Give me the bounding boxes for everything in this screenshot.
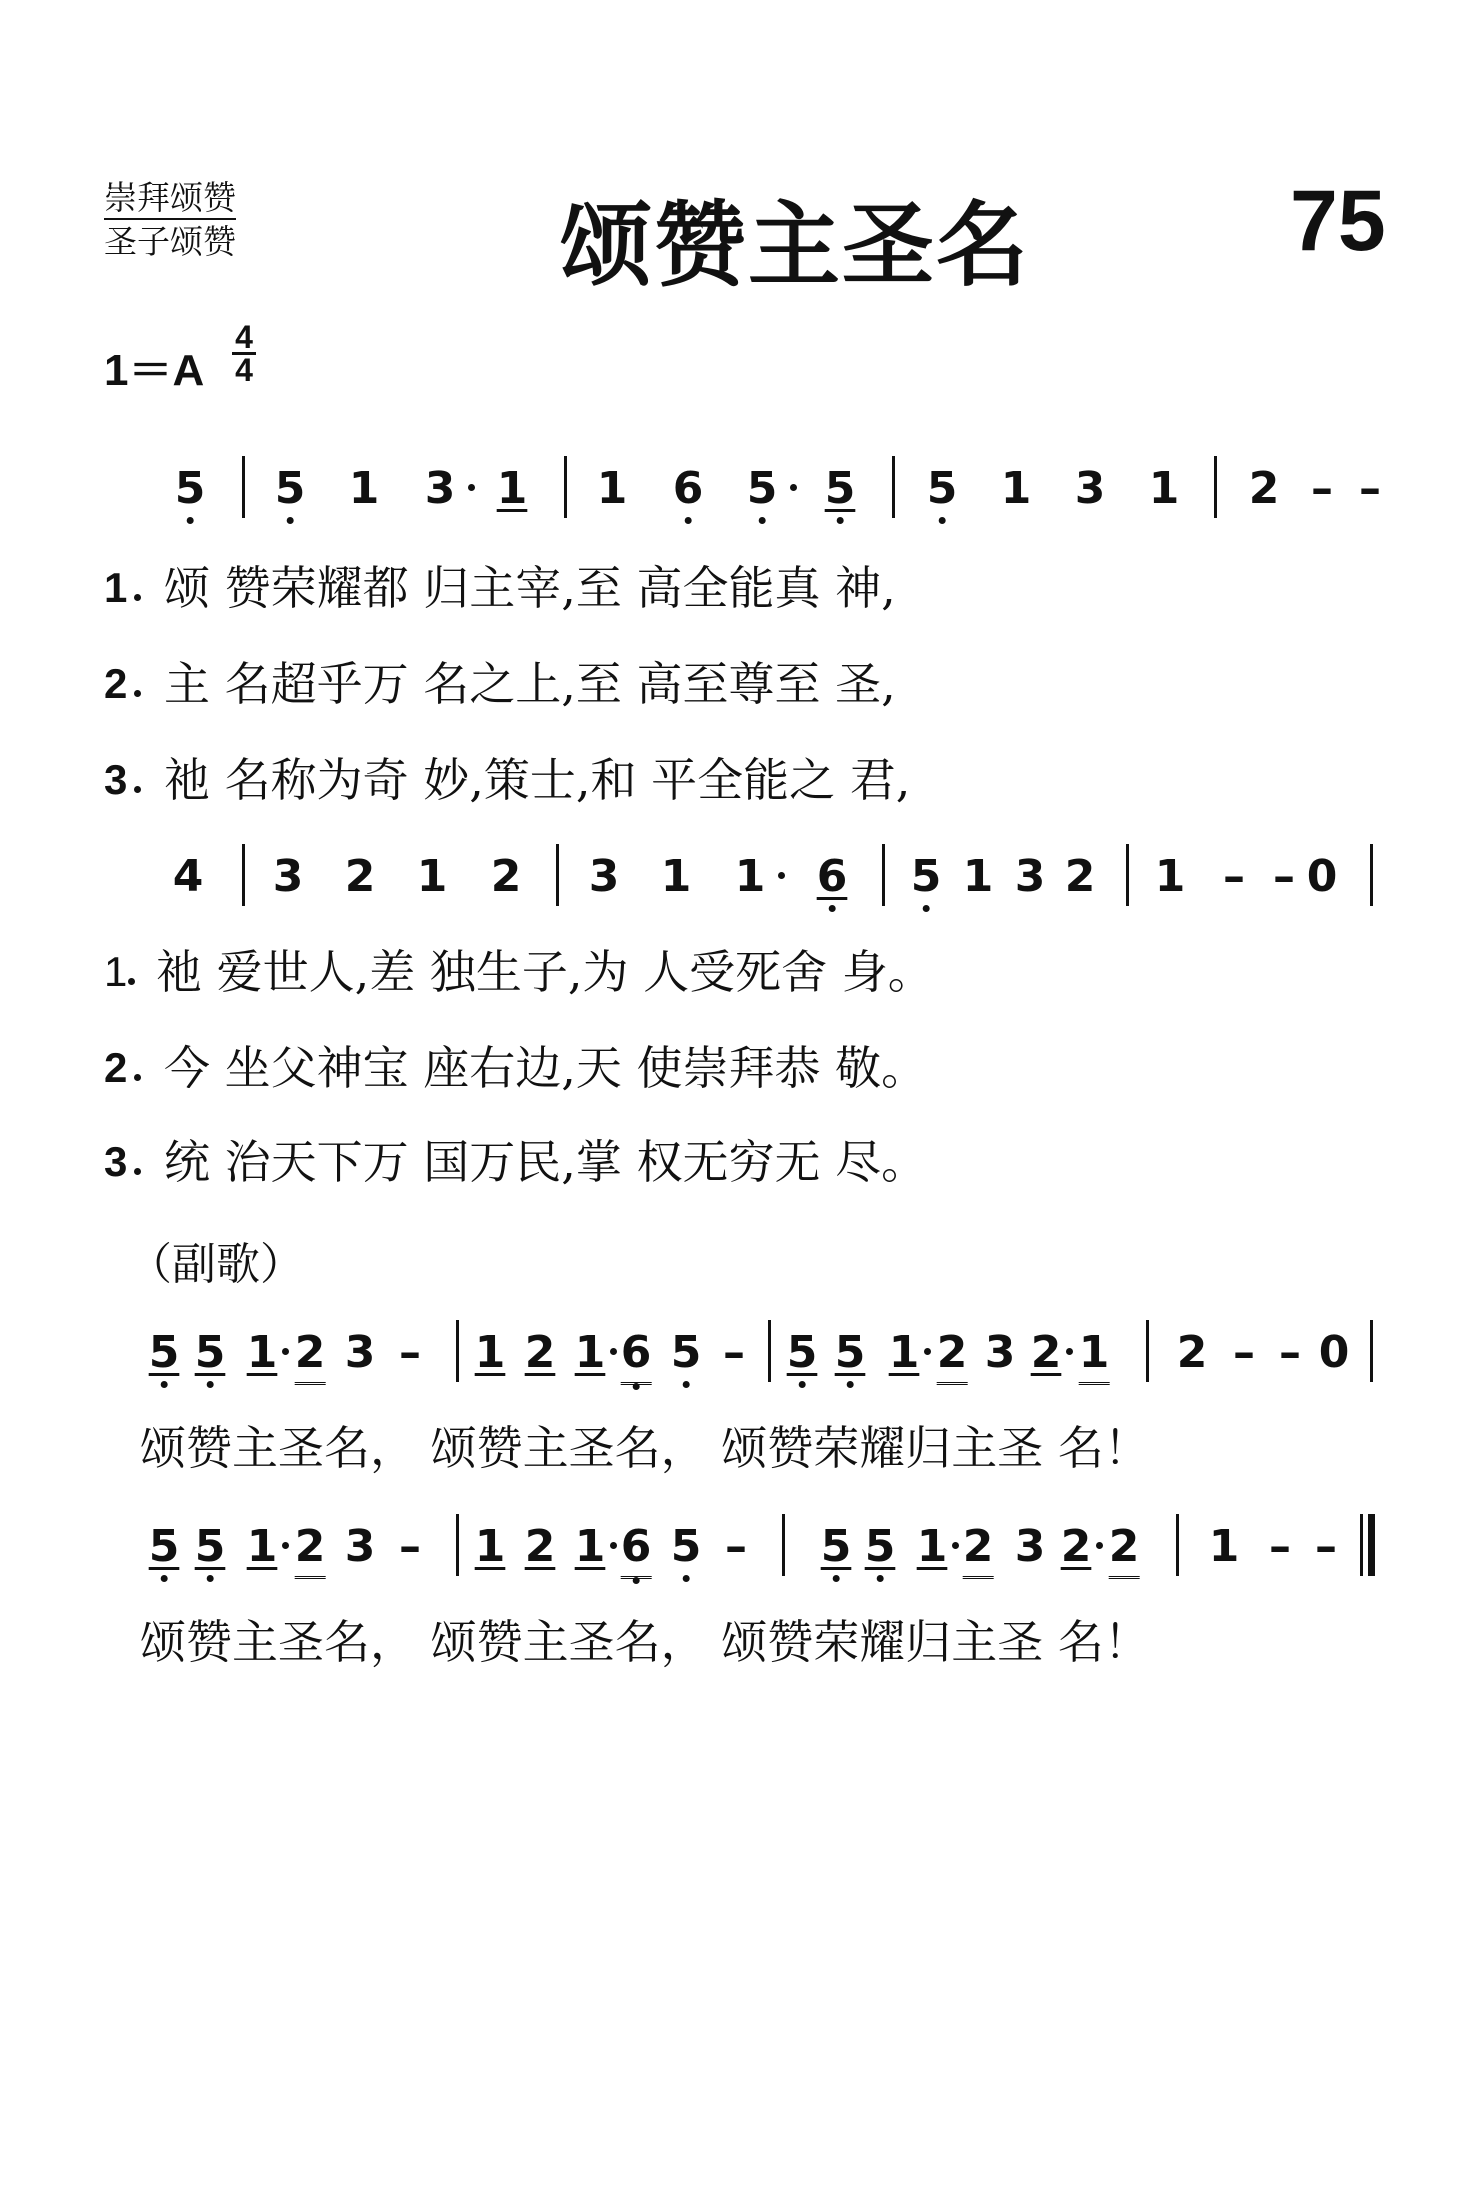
verse-number: 1: [104, 564, 128, 611]
lyric-line: 祂 名称为奇 妙,策士,和 平全能之 君,: [164, 753, 911, 807]
note: 1: [1000, 463, 1032, 514]
augmentation-dot: [610, 1542, 617, 1549]
note: 5: [926, 463, 958, 514]
note: 6: [672, 463, 704, 514]
note: 5: [174, 463, 206, 514]
note: 2: [1060, 1521, 1092, 1572]
barline: [456, 1320, 459, 1382]
note: 2: [524, 1521, 556, 1572]
barline: [768, 1320, 771, 1382]
sustain-dash: –: [1223, 851, 1245, 902]
barline: [564, 456, 567, 518]
note: 4: [172, 851, 204, 902]
category-primary: 崇拜颂赞: [104, 178, 236, 220]
sustain-dash: –: [1315, 1521, 1337, 1572]
time-signature-top: 4: [232, 322, 256, 355]
verse-number-dot: [134, 690, 141, 697]
note: 2: [295, 1520, 326, 1579]
note: 6: [621, 1326, 652, 1385]
lyric-line: 祂 爱世人,差 独生子,为 人受死舍 身。: [156, 945, 934, 999]
lyric-line: 主 名超乎万 名之上,至 高至尊至 圣,: [164, 657, 896, 711]
augmentation-dot: [924, 1348, 931, 1355]
note: 5: [746, 463, 778, 514]
verse-number: 1: [104, 948, 128, 995]
sustain-dash: –: [1269, 1521, 1291, 1572]
verse-notation-line-2: [0, 850, 1477, 910]
lyric-line: 今 坐父神宝 座右边,天 使崇拜恭 敬。: [164, 1041, 928, 1095]
note: 3: [588, 851, 620, 902]
note: 1: [1148, 463, 1180, 514]
verse-number-dot: [134, 1074, 141, 1081]
verse-number: 3: [104, 756, 128, 803]
note: 5: [670, 1521, 702, 1572]
sustain-dash: –: [399, 1521, 421, 1572]
note: 2: [524, 1327, 556, 1378]
note: 1: [596, 463, 628, 514]
note: 3: [272, 851, 304, 902]
hymn-title: 颂赞主圣名: [560, 192, 1031, 299]
note: 0: [1318, 1327, 1350, 1378]
lyric-line: 统 治天下万 国万民,掌 权无穷无 尽。: [164, 1135, 928, 1189]
barline: [1126, 844, 1129, 906]
barline: [1214, 456, 1217, 518]
note: 2: [1248, 463, 1280, 514]
note: 1: [496, 463, 528, 514]
note: 1: [416, 851, 448, 902]
sustain-dash: –: [723, 1327, 745, 1378]
chorus-lyric-line-2: 颂赞主圣名， 颂赞主圣名， 颂赞荣耀归主圣 名！: [140, 1615, 1150, 1669]
augmentation-dot: [778, 872, 785, 879]
note: 1: [574, 1327, 606, 1378]
note: 3: [984, 1327, 1016, 1378]
barline: [1146, 1320, 1149, 1382]
note: 1: [246, 1327, 278, 1378]
chorus-lyric-line-1: 颂赞主圣名， 颂赞主圣名， 颂赞荣耀归主圣 名！: [140, 1421, 1150, 1475]
augmentation-dot: [282, 1542, 289, 1549]
barline: [556, 844, 559, 906]
note: 5: [274, 463, 306, 514]
time-signature: [232, 319, 256, 388]
verse-number-dot: [134, 786, 141, 793]
barline: [1370, 844, 1373, 906]
barline: [242, 456, 245, 518]
note: 1: [348, 463, 380, 514]
note: 5: [910, 851, 942, 902]
sustain-dash: –: [1233, 1327, 1255, 1378]
verse-number: 2: [104, 1044, 128, 1091]
barline: [892, 456, 895, 518]
final-barline-thin: [1360, 1514, 1363, 1576]
note: 2: [295, 1326, 326, 1385]
chorus-label: （副歌）: [128, 1239, 304, 1290]
barline: [782, 1514, 785, 1576]
note: 1: [474, 1521, 506, 1572]
note: 5: [824, 463, 856, 514]
augmentation-dot: [952, 1542, 959, 1549]
note: 5: [786, 1327, 818, 1378]
note: 1: [246, 1521, 278, 1572]
verse-number-dot: [128, 978, 135, 985]
note: 3: [424, 463, 456, 514]
note: 5: [864, 1521, 896, 1572]
barline: [456, 1514, 459, 1576]
note: 5: [820, 1521, 852, 1572]
augmentation-dot: [1096, 1542, 1103, 1549]
key-signature: 1＝A: [104, 346, 205, 395]
note: 2: [937, 1326, 968, 1385]
note: 1: [1208, 1521, 1240, 1572]
barline: [242, 844, 245, 906]
time-signature-bottom: 4: [235, 352, 253, 388]
note: 1: [916, 1521, 948, 1572]
augmentation-dot: [468, 484, 475, 491]
sustain-dash: –: [1273, 851, 1295, 902]
note: 3: [1014, 851, 1046, 902]
note: 5: [834, 1327, 866, 1378]
barline: [882, 844, 885, 906]
note: 5: [194, 1521, 226, 1572]
sustain-dash: –: [725, 1521, 747, 1572]
verse-number-dot: [134, 1168, 141, 1175]
note: 2: [1030, 1327, 1062, 1378]
note: 1: [888, 1327, 920, 1378]
verse-number-dot: [134, 594, 141, 601]
chorus-notation-line-1: [0, 1326, 1477, 1386]
note: 1: [1079, 1326, 1110, 1385]
sustain-dash: –: [1311, 463, 1333, 514]
note: 1: [962, 851, 994, 902]
note: 1: [734, 851, 766, 902]
note: 3: [1014, 1521, 1046, 1572]
augmentation-dot: [282, 1348, 289, 1355]
note: 1: [574, 1521, 606, 1572]
note: 1: [660, 851, 692, 902]
note: 6: [816, 851, 848, 902]
note: 0: [1306, 851, 1338, 902]
augmentation-dot: [610, 1348, 617, 1355]
note: 2: [344, 851, 376, 902]
verse-number: 2: [104, 660, 128, 707]
augmentation-dot: [790, 484, 797, 491]
final-barline-thick: [1368, 1514, 1375, 1576]
sustain-dash: –: [1359, 463, 1381, 514]
augmentation-dot: [1066, 1348, 1073, 1355]
note: 5: [194, 1327, 226, 1378]
hymn-number: 75: [1290, 173, 1386, 269]
sustain-dash: –: [1279, 1327, 1301, 1378]
note: 6: [621, 1520, 652, 1579]
note: 2: [1109, 1520, 1140, 1579]
note: 3: [1074, 463, 1106, 514]
note: 2: [963, 1520, 994, 1579]
chorus-notation-line-2: [0, 1520, 1477, 1580]
sustain-dash: –: [399, 1327, 421, 1378]
verse-notation-line-1: [0, 462, 1477, 522]
note: 2: [1064, 851, 1096, 902]
barline: [1370, 1320, 1373, 1382]
note: 5: [670, 1327, 702, 1378]
note: 3: [344, 1327, 376, 1378]
note: 3: [344, 1521, 376, 1572]
barline: [1176, 1514, 1179, 1576]
category-secondary: 圣子颂赞: [104, 222, 236, 261]
lyric-line: 颂 赞荣耀都 归主宰,至 高全能真 神,: [164, 561, 896, 615]
note: 1: [1154, 851, 1186, 902]
note: 2: [1176, 1327, 1208, 1378]
note: 5: [148, 1521, 180, 1572]
note: 5: [148, 1327, 180, 1378]
note: 2: [490, 851, 522, 902]
note: 1: [474, 1327, 506, 1378]
verse-number: 3: [104, 1138, 128, 1185]
